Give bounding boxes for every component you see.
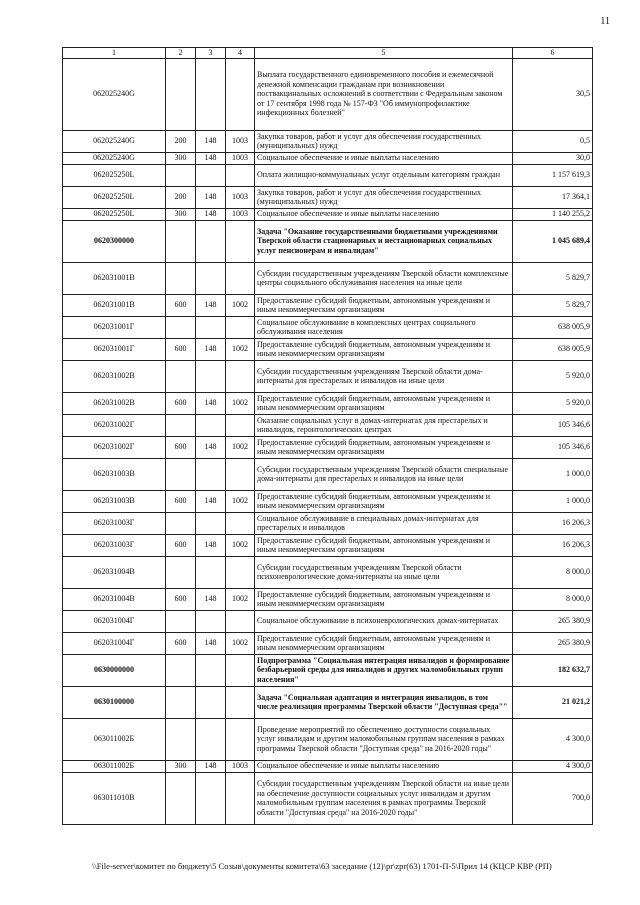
col2-cell: 300	[166, 208, 196, 220]
col4-cell	[226, 262, 255, 294]
amount-cell: 4 300,0	[513, 760, 593, 772]
page-number: 11	[600, 16, 610, 27]
code-cell: 062031003В	[63, 458, 166, 490]
footer-file-path: \\File-server\комитет по бюджету\5 Созыв\документы комитета\63 заседание (12)\pr\zpr(63) 1701-П-5\Прил 14 (КЦСР КВР (РП)	[92, 861, 552, 871]
code-cell: 062031001В	[63, 262, 166, 294]
code-cell: 063011002Б	[63, 718, 166, 760]
table-row	[63, 490, 593, 512]
table-row	[63, 338, 593, 360]
col2-cell: 600	[166, 632, 196, 654]
col4-cell: 1003	[226, 208, 255, 220]
col-header-6: 6	[513, 48, 593, 59]
col-header-2: 2	[166, 48, 196, 59]
col3-cell	[196, 556, 226, 588]
col4-cell: 1002	[226, 294, 255, 316]
amount-cell: 182 632,7	[513, 654, 593, 686]
code-cell: 062025240G	[63, 130, 166, 152]
amount-cell: 1 157 619,3	[513, 164, 593, 186]
code-cell: 062031004Г	[63, 632, 166, 654]
name-cell: Предоставление субсидий бюджетным, автономным учреждениям и иным некоммерческим организациям	[255, 436, 513, 458]
col3-cell: 148	[196, 152, 226, 164]
code-cell: 062031001В	[63, 294, 166, 316]
table-row	[63, 220, 593, 262]
code-cell: 062025250L	[63, 208, 166, 220]
table-row	[63, 772, 593, 824]
col2-cell	[166, 556, 196, 588]
name-cell: Задача "Социальная адаптация и интеграция инвалидов, в том числе реализация программы Тверской области "Доступная среда""	[255, 686, 513, 718]
code-cell: 062031003В	[63, 490, 166, 512]
code-cell: 062031004В	[63, 556, 166, 588]
col3-cell	[196, 414, 226, 436]
col3-cell: 148	[196, 392, 226, 414]
col-header-4: 4	[226, 48, 255, 59]
col4-cell: 1002	[226, 436, 255, 458]
amount-cell: 1 045 689,4	[513, 220, 593, 262]
col2-cell: 200	[166, 186, 196, 208]
col4-cell	[226, 686, 255, 718]
col2-cell	[166, 360, 196, 392]
name-cell: Проведение мероприятий по обеспечению доступности социальных услуг инвалидам и другим маломобильным группам населения в рамках программы Тверской области "Доступная среда" на 2016-2020 годы"	[255, 718, 513, 760]
col3-cell	[196, 360, 226, 392]
name-cell: Предоставление субсидий бюджетным, автономным учреждениям и иным некоммерческим организациям	[255, 534, 513, 556]
col3-cell: 148	[196, 130, 226, 152]
col3-cell: 148	[196, 338, 226, 360]
table-row	[63, 588, 593, 610]
table-row	[63, 186, 593, 208]
name-cell: Подпрограмма "Социальная интеграция инвалидов и формирование безбарьерной среды для инвалидов и других маломобильных групп населения"	[255, 654, 513, 686]
col2-cell	[166, 58, 196, 130]
name-cell: Закупка товаров, работ и услуг для обеспечения государственных (муниципальных) нужд	[255, 186, 513, 208]
col3-cell	[196, 262, 226, 294]
code-cell: 062031002В	[63, 360, 166, 392]
amount-cell: 265 380,9	[513, 610, 593, 632]
name-cell: Социальное обслуживание в комплексных центрах социального обслуживания населения	[255, 316, 513, 338]
col2-cell	[166, 220, 196, 262]
col4-cell	[226, 316, 255, 338]
name-cell: Предоставление субсидий бюджетным, автономным учреждениям и иным некоммерческим организациям	[255, 632, 513, 654]
col4-cell	[226, 164, 255, 186]
amount-cell: 700,0	[513, 772, 593, 824]
col2-cell: 600	[166, 436, 196, 458]
col4-cell	[226, 654, 255, 686]
col3-cell: 148	[196, 208, 226, 220]
table-row	[63, 686, 593, 718]
col-header-1: 1	[63, 48, 166, 59]
code-cell: 0620300000	[63, 220, 166, 262]
col4-cell	[226, 718, 255, 760]
code-cell: 062031004Г	[63, 610, 166, 632]
table-row	[63, 534, 593, 556]
code-cell: 063011002Б	[63, 760, 166, 772]
col4-cell	[226, 512, 255, 534]
name-cell: Социальное обеспечение и иные выплаты населению	[255, 152, 513, 164]
table-row	[63, 294, 593, 316]
amount-cell: 638 005,9	[513, 316, 593, 338]
amount-cell: 4 300,0	[513, 718, 593, 760]
amount-cell: 17 364,1	[513, 186, 593, 208]
table-row	[63, 436, 593, 458]
table-row	[63, 610, 593, 632]
amount-cell: 1 140 255,2	[513, 208, 593, 220]
col2-cell	[166, 414, 196, 436]
col2-cell: 200	[166, 130, 196, 152]
col4-cell: 1002	[226, 534, 255, 556]
amount-cell: 16 206,3	[513, 534, 593, 556]
table-row	[63, 556, 593, 588]
col4-cell	[226, 772, 255, 824]
code-cell: 062031001Г	[63, 338, 166, 360]
table-row	[63, 414, 593, 436]
col2-cell: 600	[166, 338, 196, 360]
col2-cell	[166, 164, 196, 186]
amount-cell: 5 920,0	[513, 392, 593, 414]
col4-cell	[226, 58, 255, 130]
col3-cell	[196, 772, 226, 824]
col4-cell: 1002	[226, 338, 255, 360]
amount-cell: 5 829,7	[513, 262, 593, 294]
name-cell: Выплата государственного единовременного пособия и ежемесячной денежной компенсации гражданам при возникновении поствакцинальных осложнений в соответствии с Федеральным законом от 17 сентября 1998 года № 157-ФЗ "Об иммунопрофилактике инфекционных болезней"	[255, 58, 513, 130]
col2-cell	[166, 654, 196, 686]
table-row	[63, 152, 593, 164]
col2-cell: 600	[166, 294, 196, 316]
code-cell: 0630100000	[63, 686, 166, 718]
table-row	[63, 130, 593, 152]
col3-cell	[196, 686, 226, 718]
name-cell: Предоставление субсидий бюджетным, автономным учреждениям и иным некоммерческим организациям	[255, 294, 513, 316]
name-cell: Задача "Оказание государственными бюджетными учреждениями Тверской области стационарных и нестационарных социальных услуг пенсионерам и инвалидам"	[255, 220, 513, 262]
col4-cell: 1003	[226, 152, 255, 164]
col4-cell	[226, 220, 255, 262]
name-cell: Оказание социальных услуг в домах-интернатах для престарелых и инвалидов, геронтологических центрах	[255, 414, 513, 436]
col4-cell: 1002	[226, 392, 255, 414]
table-row	[63, 458, 593, 490]
col3-cell: 148	[196, 760, 226, 772]
budget-table	[62, 47, 593, 825]
amount-cell: 1 000,0	[513, 458, 593, 490]
col2-cell: 600	[166, 392, 196, 414]
col4-cell	[226, 458, 255, 490]
table-row	[63, 316, 593, 338]
col4-cell: 1002	[226, 588, 255, 610]
col4-cell: 1003	[226, 186, 255, 208]
col3-cell	[196, 58, 226, 130]
col3-cell: 148	[196, 490, 226, 512]
name-cell: Субсидии государственным учреждениям Тверской области психоневрологические дома-интернаты на иные цели	[255, 556, 513, 588]
table-row	[63, 58, 593, 130]
col3-cell: 148	[196, 632, 226, 654]
col3-cell	[196, 610, 226, 632]
name-cell: Социальное обеспечение и иные выплаты населению	[255, 208, 513, 220]
col2-cell: 300	[166, 152, 196, 164]
amount-cell: 16 206,3	[513, 512, 593, 534]
code-cell: 062031003Г	[63, 512, 166, 534]
code-cell: 062031001Г	[63, 316, 166, 338]
code-cell: 062025250L	[63, 164, 166, 186]
name-cell: Социальное обеспечение и иные выплаты населению	[255, 760, 513, 772]
col4-cell	[226, 556, 255, 588]
col3-cell	[196, 164, 226, 186]
table-body	[63, 58, 593, 824]
name-cell: Предоставление субсидий бюджетным, автономным учреждениям и иным некоммерческим организациям	[255, 588, 513, 610]
col2-cell: 600	[166, 588, 196, 610]
code-cell: 062031004В	[63, 588, 166, 610]
col4-cell	[226, 360, 255, 392]
col3-cell	[196, 654, 226, 686]
code-cell: 062025240G	[63, 58, 166, 130]
amount-cell: 265 380,9	[513, 632, 593, 654]
table-row	[63, 654, 593, 686]
code-cell: 062031002Г	[63, 436, 166, 458]
name-cell: Закупка товаров, работ и услуг для обеспечения государственных (муниципальных) нужд	[255, 130, 513, 152]
amount-cell: 5 920,0	[513, 360, 593, 392]
code-cell: 063011010В	[63, 772, 166, 824]
col3-cell	[196, 458, 226, 490]
amount-cell: 638 005,9	[513, 338, 593, 360]
amount-cell: 1 000,0	[513, 490, 593, 512]
table-row	[63, 392, 593, 414]
col2-cell	[166, 458, 196, 490]
col4-cell: 1003	[226, 760, 255, 772]
amount-cell: 105 346,6	[513, 436, 593, 458]
amount-cell: 30,5	[513, 58, 593, 130]
table-row	[63, 632, 593, 654]
col3-cell: 148	[196, 534, 226, 556]
code-cell: 062031002Г	[63, 414, 166, 436]
table-row	[63, 360, 593, 392]
table-row	[63, 164, 593, 186]
col3-cell: 148	[196, 186, 226, 208]
name-cell: Оплата жилищно-коммунальных услуг отдельным категориям граждан	[255, 164, 513, 186]
amount-cell: 30,0	[513, 152, 593, 164]
name-cell: Предоставление субсидий бюджетным, автономным учреждениям и иным некоммерческим организациям	[255, 490, 513, 512]
name-cell: Социальное обслуживание в психоневрологических домах-интернатах	[255, 610, 513, 632]
col2-cell	[166, 772, 196, 824]
col2-cell	[166, 512, 196, 534]
col-header-5: 5	[255, 48, 513, 59]
table-row	[63, 262, 593, 294]
col2-cell	[166, 610, 196, 632]
col2-cell	[166, 316, 196, 338]
amount-cell: 8 000,0	[513, 556, 593, 588]
col4-cell: 1002	[226, 490, 255, 512]
name-cell: Субсидии государственным учреждениям Тверской области на иные цели на обеспечение доступности социальных услуг инвалидам и другим маломобильным группам населения в рамках программы Тверской области "Доступная среда" на 2016-2020 годы"	[255, 772, 513, 824]
col4-cell	[226, 610, 255, 632]
col2-cell: 600	[166, 490, 196, 512]
amount-cell: 0,5	[513, 130, 593, 152]
name-cell: Социальное обслуживание в специальных домах-интернатах для престарелых и инвалидов	[255, 512, 513, 534]
col4-cell	[226, 414, 255, 436]
col2-cell: 300	[166, 760, 196, 772]
table-row	[63, 208, 593, 220]
name-cell: Предоставление субсидий бюджетным, автономным учреждениям и иным некоммерческим организациям	[255, 392, 513, 414]
amount-cell: 21 021,2	[513, 686, 593, 718]
col4-cell: 1003	[226, 130, 255, 152]
col3-cell	[196, 220, 226, 262]
col2-cell	[166, 262, 196, 294]
col3-cell	[196, 718, 226, 760]
col3-cell: 148	[196, 588, 226, 610]
name-cell: Предоставление субсидий бюджетным, автономным учреждениям и иным некоммерческим организациям	[255, 338, 513, 360]
name-cell: Субсидии государственным учреждениям Тверской области дома-интернаты для престарелых и инвалидов на иные цели	[255, 360, 513, 392]
table-row	[63, 512, 593, 534]
col3-cell: 148	[196, 294, 226, 316]
amount-cell: 5 829,7	[513, 294, 593, 316]
table-row	[63, 760, 593, 772]
col3-cell: 148	[196, 436, 226, 458]
code-cell: 062031003Г	[63, 534, 166, 556]
code-cell: 062025240G	[63, 152, 166, 164]
table-row	[63, 718, 593, 760]
name-cell: Субсидии государственным учреждениям Тверской области специальные дома-интернаты для престарелых и инвалидов на иные цели	[255, 458, 513, 490]
col2-cell	[166, 686, 196, 718]
header-row	[63, 48, 593, 59]
col4-cell: 1002	[226, 632, 255, 654]
col3-cell	[196, 512, 226, 534]
col2-cell	[166, 718, 196, 760]
code-cell: 062025250L	[63, 186, 166, 208]
amount-cell: 105 346,6	[513, 414, 593, 436]
amount-cell: 8 000,0	[513, 588, 593, 610]
col2-cell: 600	[166, 534, 196, 556]
name-cell: Субсидии государственным учреждениям Тверской области комплексные центры социального обслуживания населения на иные цели	[255, 262, 513, 294]
col3-cell	[196, 316, 226, 338]
code-cell: 0630000000	[63, 654, 166, 686]
code-cell: 062031002В	[63, 392, 166, 414]
col-header-3: 3	[196, 48, 226, 59]
